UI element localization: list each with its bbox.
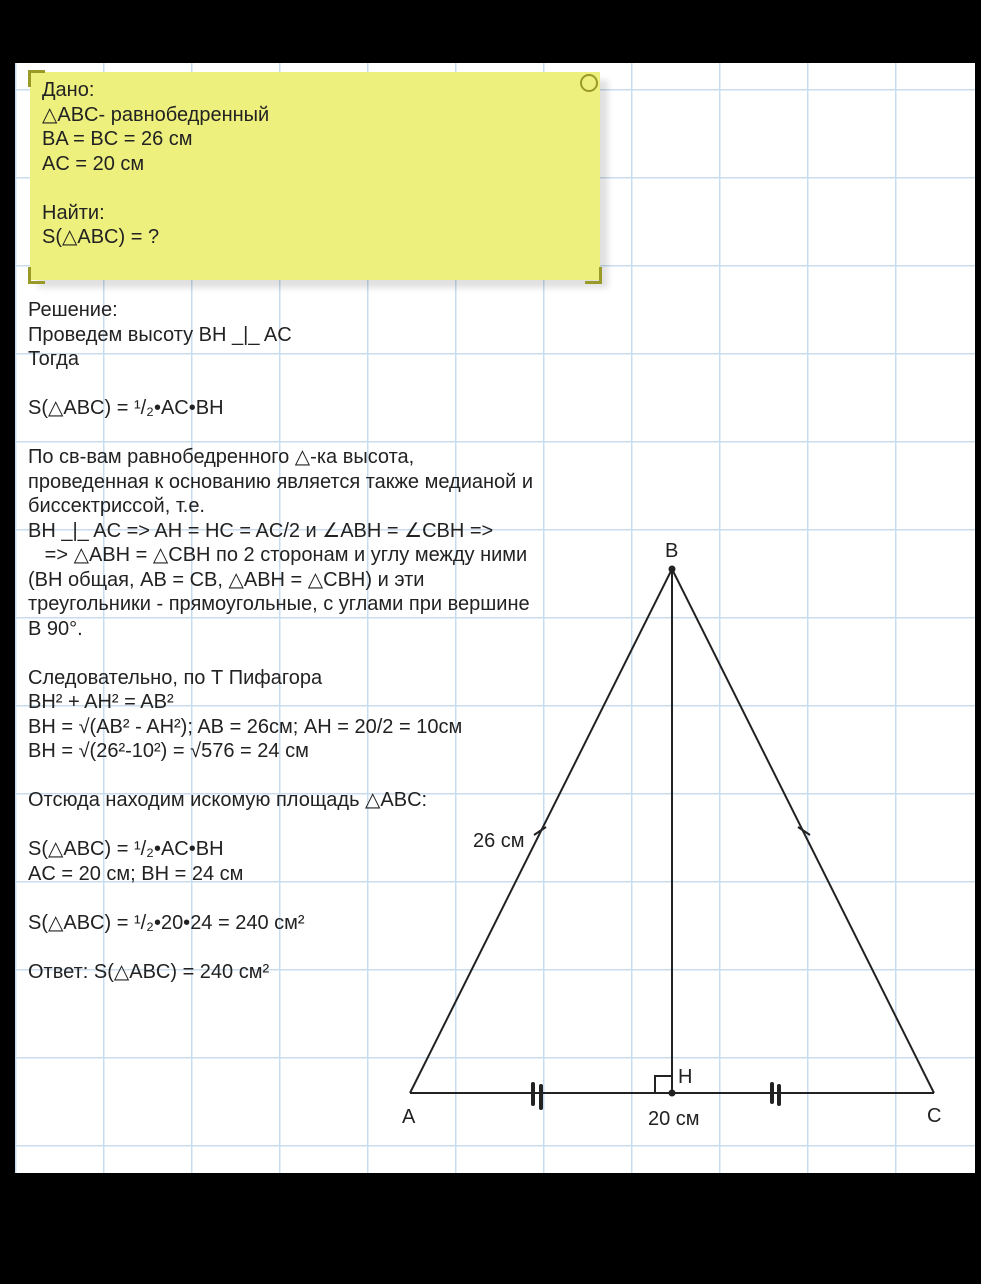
solution-line: (BH общая, AB = CB, △ABH = △CBH) и эти (28, 568, 425, 591)
solution-line: B 90°. (28, 617, 83, 640)
solution-line: => △ABH = △CBH по 2 сторонам и углу между ними (28, 544, 528, 566)
given-line: Дано: (42, 79, 95, 101)
solution-line: По св-вам равнобедренного △-ка высота, (28, 446, 415, 468)
point-b (669, 566, 676, 573)
solution-line: Ответ: S(△ABC) = 240 см² (28, 960, 270, 983)
solution-line: треугольники - прямоугольные, с углами при вершине (28, 593, 530, 615)
solution-line: Проведем высоту BH _|_ AC (28, 323, 292, 346)
right-angle-mark (655, 1076, 672, 1093)
label-a: A (402, 1106, 416, 1128)
given-line: △ABC- равнобедренный (42, 103, 270, 126)
solution-line: биссектриссой, т.е. (28, 495, 205, 517)
solution-line: Следовательно, по Т Пифагора (28, 666, 323, 689)
solution-line: BH = √(26²-10²) = √576 = 24 см (28, 740, 309, 762)
solution-line: Тогда (28, 348, 79, 370)
solution-line: Отсюда находим искомую площадь △ABC: (28, 789, 428, 811)
solution-line: S(△ABC) = ¹/₂•AC•BH (28, 838, 224, 860)
solution-line: AC = 20 см; BH = 24 см (28, 862, 244, 885)
label-side-ab: 26 см (473, 830, 525, 852)
solution-line: Решение: (28, 299, 118, 321)
point-h (669, 1090, 676, 1097)
label-h: H (678, 1066, 693, 1088)
solution-line: BH² + AH² = AB² (28, 691, 174, 713)
solution-line: проведенная к основанию является также медианой и (28, 470, 534, 493)
given-line: S(△ABC) = ? (42, 226, 160, 248)
solution-line: BH _|_ AC => AH = HC = AC/2 и ∠ABH = ∠CBH => (28, 519, 494, 542)
label-b: B (665, 540, 679, 562)
given-line: AC = 20 см (42, 152, 145, 175)
given-line: BA = BC = 26 см (42, 128, 193, 150)
solution-line: S(△ABC) = ¹/₂•20•24 = 240 см² (28, 911, 305, 934)
label-c: C (927, 1105, 942, 1127)
label-base-ac: 20 см (648, 1108, 700, 1130)
solution-line: S(△ABC) = ¹/₂•AC•BH (28, 397, 224, 419)
given-line: Найти: (42, 201, 105, 224)
solution-line: BH = √(AB² - AH²); AB = 26см; AH = 20/2 = 10см (28, 715, 463, 738)
